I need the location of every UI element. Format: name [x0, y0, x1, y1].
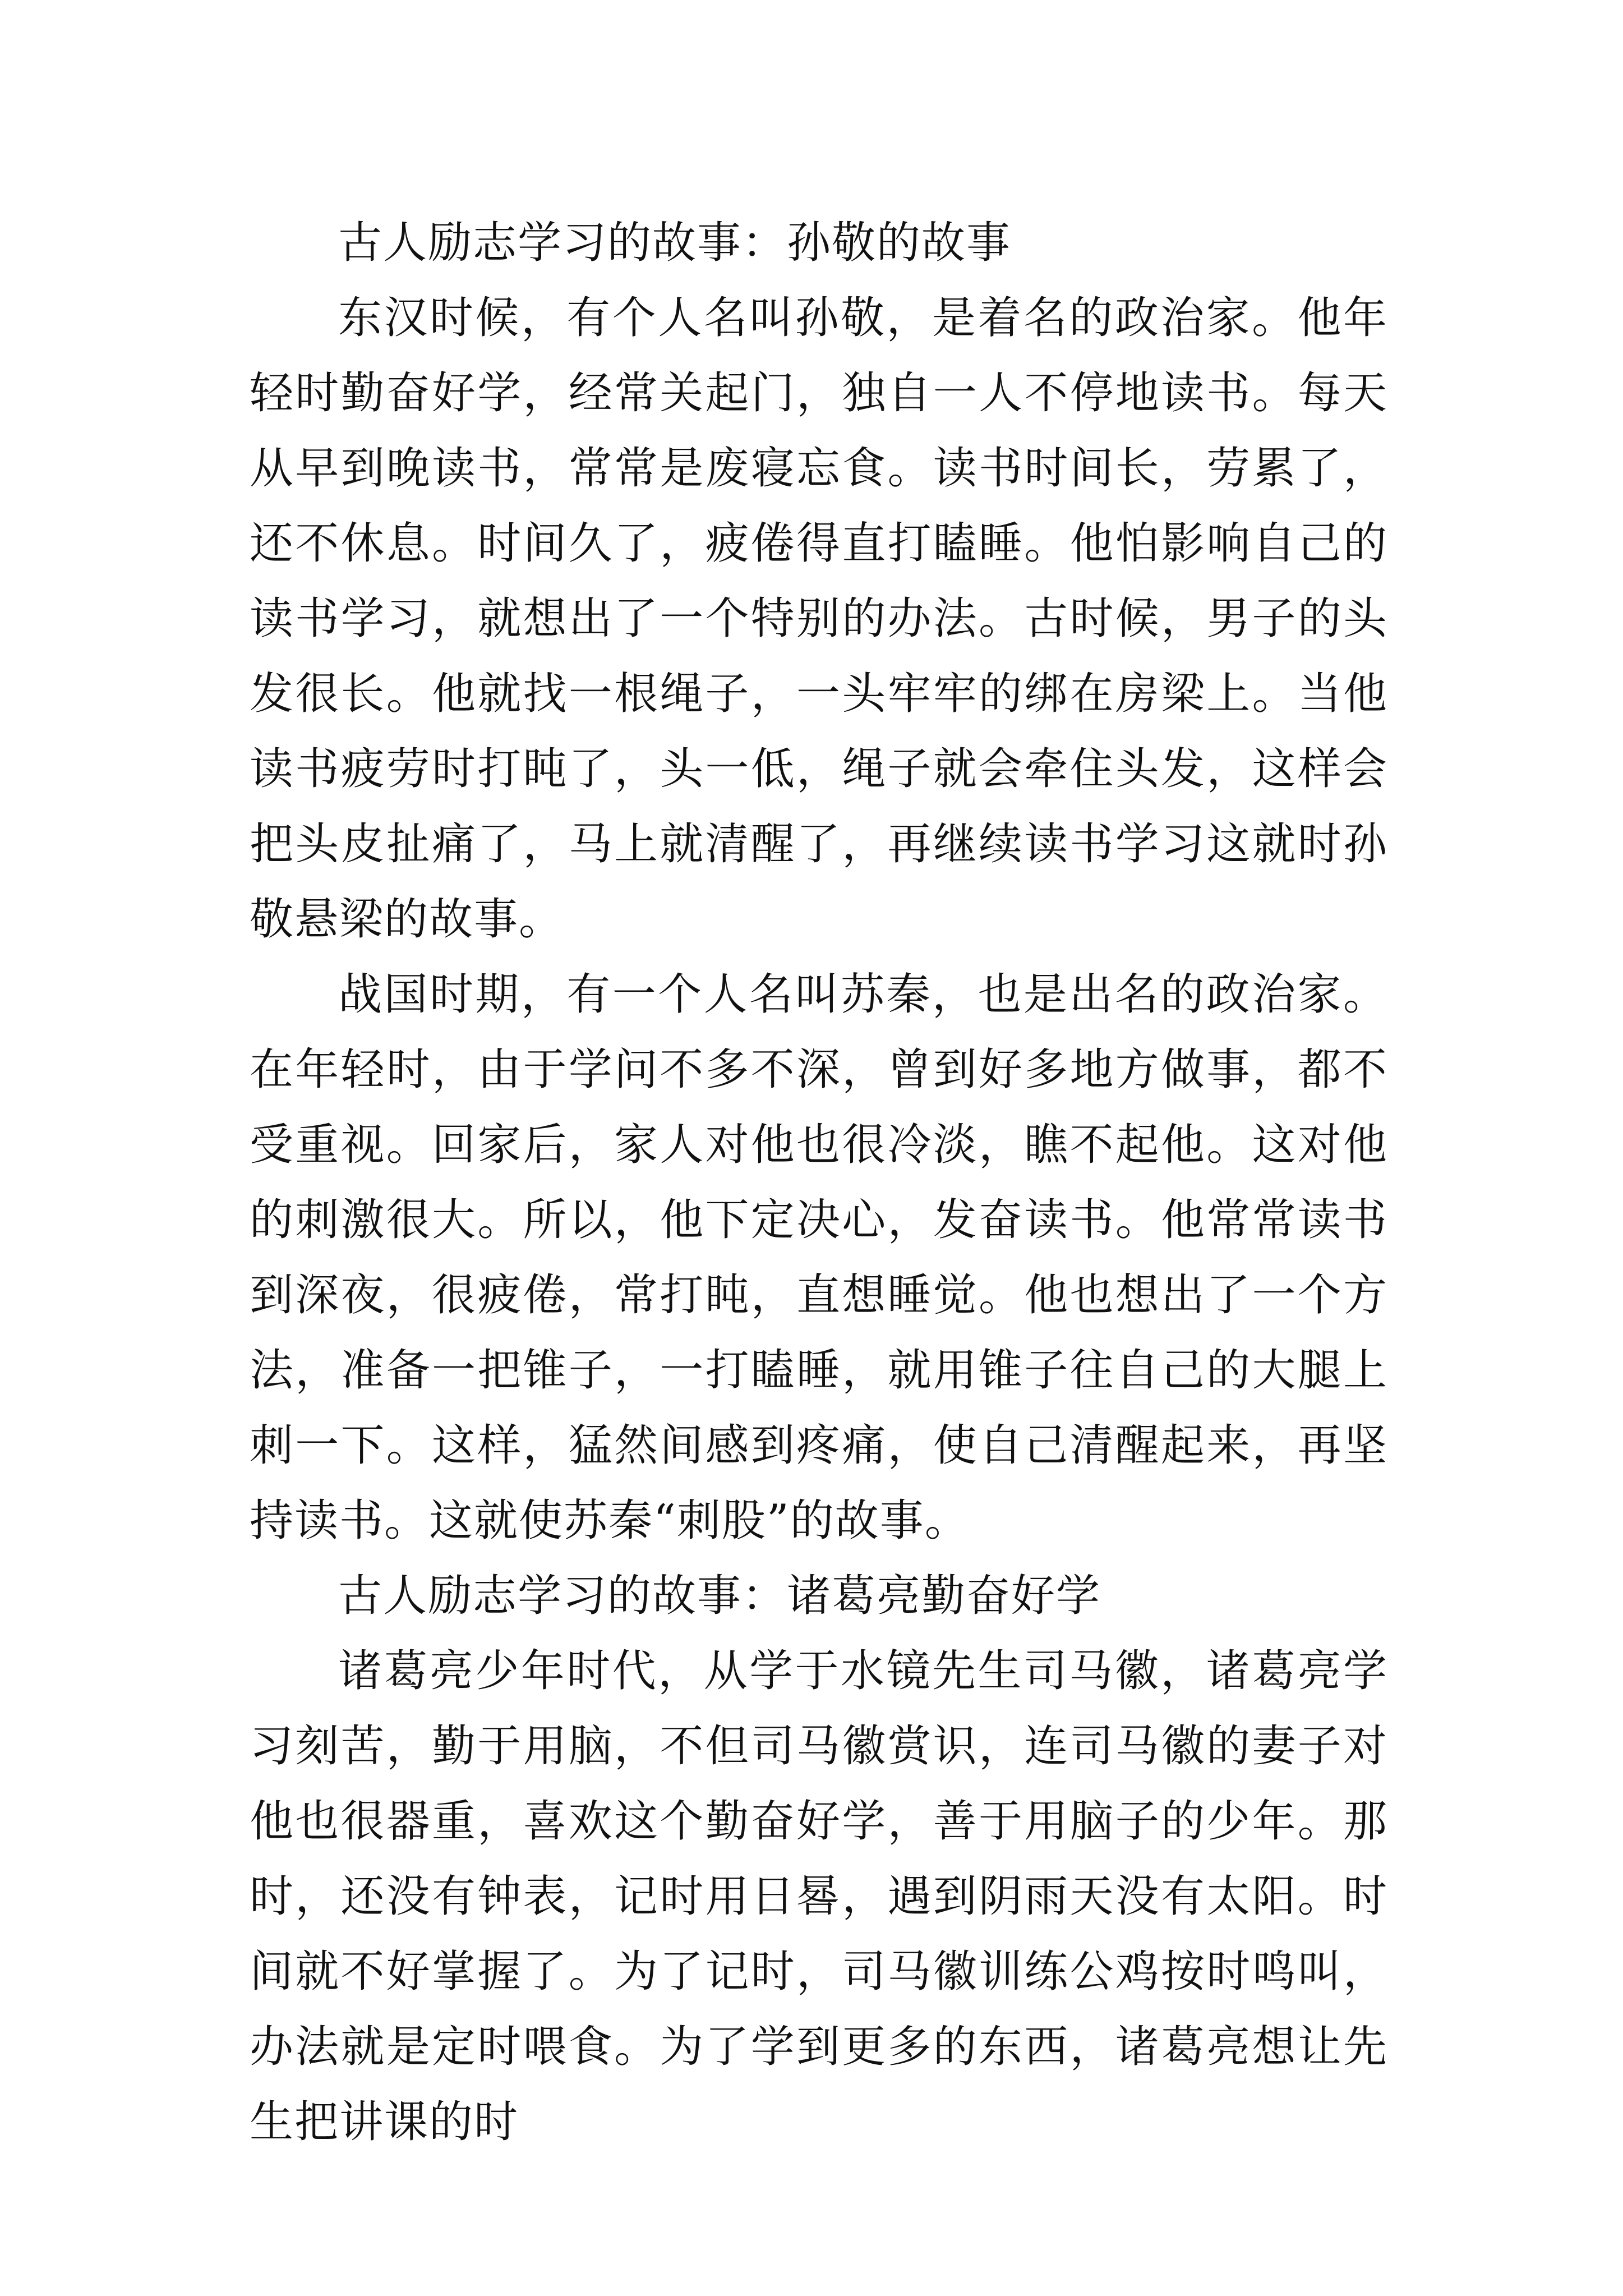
section-heading: 古人励志学习的故事：孙敬的故事: [338, 218, 1012, 268]
section-heading: 古人励志学习的故事：诸葛亮勤奋好学: [338, 1571, 1101, 1621]
document-body: [250, 205, 1388, 2160]
body-paragraph: 战国时期，有一个人名叫苏秦，也是出名的政治家。在年轻时，由于学问不多不深，曾到好多地方做事，都不受重视。回家后，家人对他也很冷淡，瞧不起他。这对他的刺激很大。所以，他下定决心，发奋读书。他常常读书到深夜，很疲倦，常打盹，直想睡觉。他也想出了一个方法，准备一把锥子，一打瞌睡，就用锥子往自己的大腿上刺一下。这样，猛然间感到疼痛，使自己清醒起来，再坚持读书。这就使苏秦“刺股”的故事。: [250, 969, 1388, 1546]
body-paragraph: 诸葛亮少年时代，从学于水镜先生司马徽，诸葛亮学习刻苦，勤于用脑，不但司马徽赏识，连司马徽的妻子对他也很器重，喜欢这个勤奋好学，善于用脑子的少年。那时，还没有钟表，记时用日晷，遇到阴雨天没有太阳。时间就不好掌握了。为了记时，司马徽训练公鸡按时鸣叫，办法就是定时喂食。为了学到更多的东西，诸葛亮想让先生把讲课的时: [250, 1646, 1388, 2147]
body-paragraph: 东汉时候，有个人名叫孙敬，是着名的政治家。他年轻时勤奋好学，经常关起门，独自一人不停地读书。每天从早到晚读书，常常是废寝忘食。读书时间长，劳累了，还不休息。时间久了，疲倦得直打瞌睡。他怕影响自己的读书学习，就想出了一个特别的办法。古时候，男子的头发很长。他就找一根绳子，一头牢牢的绑在房梁上。当他读书疲劳时打盹了，头一低，绳子就会牵住头发，这样会把头皮扯痛了，马上就清醒了，再继续读书学习这就时孙敬悬梁的故事。: [250, 293, 1388, 945]
